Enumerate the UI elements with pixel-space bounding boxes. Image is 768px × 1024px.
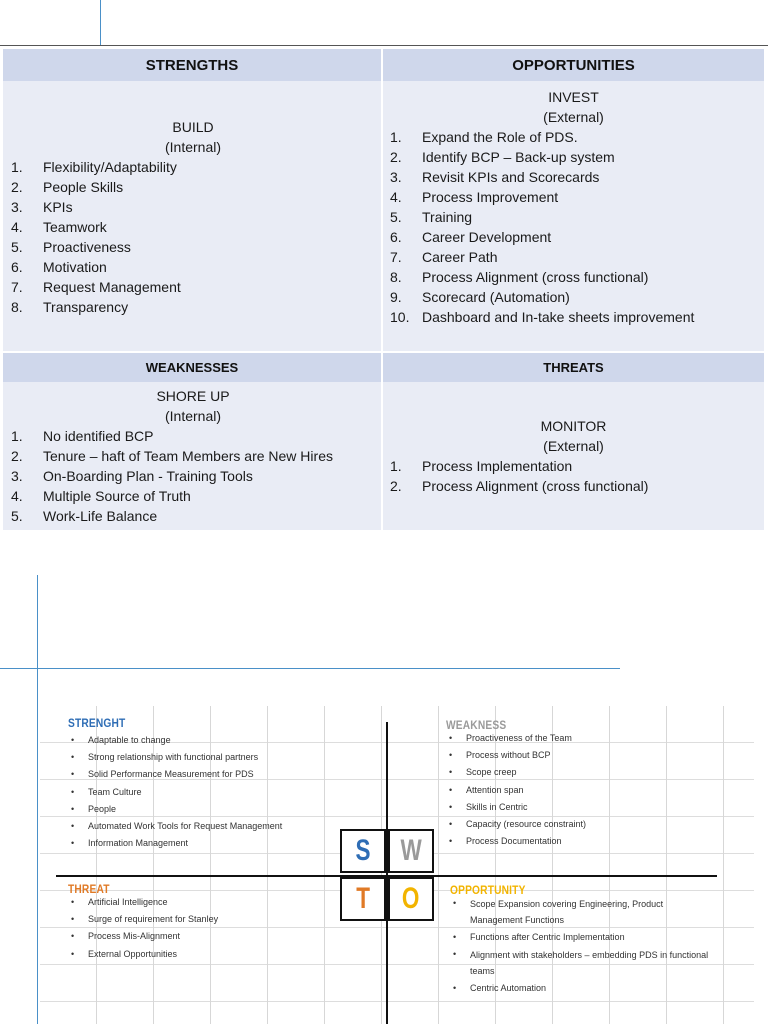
threat-list xyxy=(68,894,218,963)
weakness-quadrant xyxy=(446,718,586,850)
opportunities-heading: INVEST xyxy=(548,89,599,105)
item-text: Flexibility/Adaptability xyxy=(43,159,177,175)
weakness-list xyxy=(446,730,586,850)
item-number: 1. xyxy=(11,428,23,444)
guide-line-vertical-top xyxy=(100,0,101,45)
guide-line-vertical-bottom xyxy=(37,575,38,1024)
list-item xyxy=(11,426,383,446)
weaknesses-list xyxy=(3,426,383,526)
guide-line-horizontal-bottom xyxy=(0,668,620,669)
item-number: 2. xyxy=(11,179,23,195)
list-item xyxy=(390,247,764,267)
bullet-item: • Centric Automation xyxy=(450,980,718,997)
list-item xyxy=(11,466,383,486)
bullet-item: • People xyxy=(68,801,282,818)
strengths-list xyxy=(3,157,383,317)
list-item xyxy=(390,456,764,476)
list-item xyxy=(390,307,764,327)
bullet-item: • Automated Work Tools for Request Management xyxy=(68,818,282,835)
bullet-item: • Scope Expansion covering Engineering, Product Management Functions xyxy=(450,895,718,929)
item-number: 4. xyxy=(11,488,23,504)
item-number: 2. xyxy=(390,478,402,494)
weaknesses-header-text: WEAKNESSES xyxy=(145,360,239,375)
strengths-heading: BUILD xyxy=(172,119,214,135)
bullet-item: • Proactiveness of the Team xyxy=(446,730,586,747)
letter-w-text: W xyxy=(400,834,422,867)
opportunity-quadrant xyxy=(450,883,718,997)
bullet-item: • Team Culture xyxy=(68,784,282,801)
weaknesses-heading: SHORE UP xyxy=(156,388,230,404)
item-text: Process Improvement xyxy=(422,189,559,205)
list-item xyxy=(11,197,383,217)
strength-list xyxy=(68,732,282,852)
list-item xyxy=(11,446,383,466)
item-number: 5. xyxy=(11,508,23,524)
item-text: Transparency xyxy=(43,299,129,315)
item-number: 3. xyxy=(11,468,23,484)
item-text: KPIs xyxy=(43,199,73,215)
bullet-item: • Information Management xyxy=(68,835,282,852)
weaknesses-header xyxy=(3,351,383,382)
list-item xyxy=(390,267,764,287)
swot-table xyxy=(3,49,764,530)
bullet-item: • Adaptable to change xyxy=(68,732,282,749)
item-number: 2. xyxy=(390,149,402,165)
strengths-header xyxy=(3,49,383,81)
item-text: Scorecard (Automation) xyxy=(422,289,570,305)
item-text: Motivation xyxy=(43,259,107,275)
item-text: No identified BCP xyxy=(43,428,154,444)
item-number: 1. xyxy=(390,129,402,145)
weaknesses-subheading: (Internal) xyxy=(164,408,222,424)
list-item xyxy=(390,476,764,496)
strengths-subheading: (Internal) xyxy=(164,139,222,155)
opportunity-title: OPPORTUNITY xyxy=(450,883,526,897)
bullet-item: • Solid Performance Measurement for PDS xyxy=(68,766,282,783)
letter-o xyxy=(388,877,434,921)
item-text: Dashboard and In-take sheets improvement xyxy=(422,309,695,325)
list-item xyxy=(390,187,764,207)
opportunities-list xyxy=(383,127,764,327)
vertical-axis xyxy=(386,722,388,1024)
item-number: 10. xyxy=(390,309,410,325)
bullet-item: • Capacity (resource constraint) xyxy=(446,816,586,833)
bullet-item: • Surge of requirement for Stanley xyxy=(68,911,218,928)
item-number: 2. xyxy=(11,448,23,464)
list-item xyxy=(11,177,383,197)
bullet-item: • Attention span xyxy=(446,782,586,799)
threats-subheading: (External) xyxy=(543,438,604,454)
opportunity-list xyxy=(450,895,718,997)
letter-t-text: T xyxy=(356,882,370,915)
list-item xyxy=(390,147,764,167)
item-text: Request Management xyxy=(43,279,181,295)
weaknesses-cell xyxy=(3,382,383,530)
item-number: 4. xyxy=(390,189,402,205)
threat-quadrant xyxy=(68,882,218,963)
item-text: Career Path xyxy=(422,249,498,265)
item-number: 1. xyxy=(390,458,402,474)
list-item xyxy=(11,157,383,177)
item-number: 6. xyxy=(390,229,402,245)
item-number: 9. xyxy=(390,289,402,305)
item-number: 7. xyxy=(390,249,402,265)
threats-cell xyxy=(383,382,764,530)
item-text: People Skills xyxy=(43,179,124,195)
strength-title: STRENGHT xyxy=(68,716,126,730)
threats-heading: MONITOR xyxy=(540,418,607,434)
item-text: Multiple Source of Truth xyxy=(43,488,191,504)
item-number: 3. xyxy=(11,199,23,215)
bullet-item: • Functions after Centric Implementation xyxy=(450,929,718,946)
item-number: 5. xyxy=(11,239,23,255)
item-number: 5. xyxy=(390,209,402,225)
bullet-item: • Artificial Intelligence xyxy=(68,894,218,911)
item-text: Career Development xyxy=(422,229,552,245)
opportunities-subheading: (External) xyxy=(543,109,604,125)
divider-top xyxy=(0,45,768,46)
item-text: Process Implementation xyxy=(422,458,573,474)
weakness-title: WEAKNESS xyxy=(446,718,507,732)
item-number: 1. xyxy=(11,159,23,175)
letter-o-text: O xyxy=(402,882,420,915)
item-text: Teamwork xyxy=(43,219,107,235)
item-text: On-Boarding Plan - Training Tools xyxy=(43,468,253,484)
swot-graphic xyxy=(40,706,754,1024)
list-item xyxy=(11,257,383,277)
threats-header xyxy=(383,351,764,382)
item-number: 3. xyxy=(390,169,402,185)
bullet-item: • Skills in Centric xyxy=(446,799,586,816)
strengths-cell xyxy=(3,81,383,351)
item-text: Tenure – haft of Team Members are New Hires xyxy=(43,448,333,464)
bullet-item: • Process without BCP xyxy=(446,747,586,764)
bullet-item: • Process Documentation xyxy=(446,833,586,850)
list-item xyxy=(390,167,764,187)
item-number: 7. xyxy=(11,279,23,295)
item-number: 8. xyxy=(390,269,402,285)
item-text: Training xyxy=(422,209,473,225)
strengths-header-text: STRENGTHS xyxy=(145,56,239,74)
list-item xyxy=(11,237,383,257)
bullet-item: • Strong relationship with functional partners xyxy=(68,749,282,766)
strength-quadrant xyxy=(68,716,282,852)
bullet-item: • Scope creep xyxy=(446,764,586,781)
bullet-item: • External Opportunities xyxy=(68,946,218,963)
item-text: Process Alignment (cross functional) xyxy=(422,269,649,285)
letter-s xyxy=(340,829,386,873)
item-text: Process Alignment (cross functional) xyxy=(422,478,649,494)
list-item xyxy=(11,277,383,297)
list-item xyxy=(11,506,383,526)
item-text: Proactiveness xyxy=(43,239,131,255)
bullet-item: • Process Mis-Alignment xyxy=(68,928,218,945)
threat-title: THREAT xyxy=(68,882,110,896)
item-text: Work-Life Balance xyxy=(43,508,158,524)
letter-t xyxy=(340,877,386,921)
opportunities-cell xyxy=(383,81,764,351)
opportunities-header-text: OPPORTUNITIES xyxy=(512,56,635,74)
list-item xyxy=(390,127,764,147)
list-item xyxy=(390,227,764,247)
list-item xyxy=(390,287,764,307)
threats-header-text: THREATS xyxy=(543,360,604,375)
bullet-item: • Alignment with stakeholders – embedding PDS in functional teams xyxy=(450,946,718,980)
list-item xyxy=(390,207,764,227)
horizontal-axis xyxy=(56,875,717,877)
letter-w xyxy=(388,829,434,873)
item-text: Revisit KPIs and Scorecards xyxy=(422,169,600,185)
opportunities-header xyxy=(383,49,764,81)
item-text: Identify BCP – Back-up system xyxy=(422,149,615,165)
letter-s-text: S xyxy=(355,834,371,867)
list-item xyxy=(11,297,383,317)
item-number: 6. xyxy=(11,259,23,275)
list-item xyxy=(11,217,383,237)
item-number: 8. xyxy=(11,299,23,315)
list-item xyxy=(11,486,383,506)
item-text: Expand the Role of PDS. xyxy=(422,129,578,145)
item-number: 4. xyxy=(11,219,23,235)
threats-list xyxy=(383,456,764,496)
